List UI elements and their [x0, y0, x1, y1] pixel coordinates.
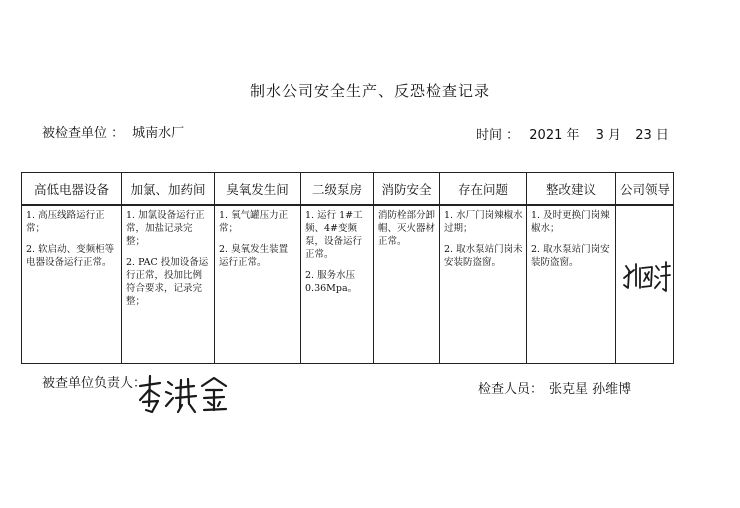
cell-text: 2. 臭氧发生装置运行正常。 [219, 244, 289, 268]
cell-text: 1. 氧气罐压力正常； [219, 210, 289, 234]
date-label: 时间 ： [476, 128, 520, 143]
cell-text: 1. 高压线路运行正常； [26, 210, 105, 234]
inspection-table [21, 172, 674, 364]
cell-text: 2. PAC 投加设备运行正常，投加比例符合要求，记录完整； [126, 257, 209, 307]
cell-issues [440, 206, 527, 363]
date-month: 3 月 [595, 128, 622, 143]
header-suggestions: 整改建议 [527, 173, 616, 206]
inspectors-label: 检查人员： [478, 382, 544, 397]
cell-text: 1. 运行 1#工频、4#变频泵，设备运行正常。 [305, 210, 363, 260]
header-ozone: 臭氧发生间 [215, 173, 301, 206]
header-leader: 公司领导 [616, 173, 674, 206]
cell-text: 消防栓部分卸帽、灭火器材正常。 [378, 210, 436, 247]
date-year: 2021 年 [529, 128, 580, 143]
cell-chlorination [122, 206, 215, 363]
inspectors-names: 张克星 孙维博 [549, 382, 632, 397]
inspected-unit-label: 被检查单位 ： [42, 126, 125, 141]
responsible-person [42, 372, 146, 391]
date-day: 23 日 [635, 128, 669, 143]
cell-text: 1. 水厂门岗辣椒水过期； [444, 210, 523, 234]
cell-pump-room [301, 206, 374, 363]
header-fire-safety: 消防安全 [374, 173, 440, 206]
cell-text: 1. 及时更换门岗辣椒水； [531, 210, 610, 234]
inspected-unit-value: 城南水厂 [132, 126, 185, 141]
inspected-unit [42, 122, 184, 141]
cell-text: 2. 取水泵站门岗安装防盗窗。 [531, 244, 610, 268]
cell-text: 2. 服务水压 0.36Mpa。 [305, 270, 358, 294]
cell-text: 2. 软启动、变频柜等电器设备运行正常。 [26, 244, 115, 268]
inspectors [478, 378, 631, 397]
cell-text: 1. 加氯设备运行正常，加盐记录完整； [126, 210, 205, 247]
header-issues: 存在问题 [440, 173, 527, 206]
header-pump-room: 二级泵房 [301, 173, 374, 206]
cell-fire-safety [374, 206, 440, 363]
cell-text: 2. 取水泵站门岗未安装防盗窗。 [444, 244, 523, 268]
cell-suggestions [527, 206, 616, 363]
header-electrical: 高低电器设备 [22, 173, 122, 206]
header-chlorination: 加氯、加药间 [122, 173, 215, 206]
cell-electrical [22, 206, 122, 363]
responsible-signature [134, 372, 234, 416]
document-title: 制水公司安全生产、反恐检查记录 [249, 82, 490, 100]
cell-ozone [215, 206, 301, 363]
responsible-label: 被查单位负责人： [42, 376, 147, 391]
cell-leader [616, 206, 674, 363]
leader-signature [620, 258, 672, 296]
inspection-date [476, 124, 669, 143]
